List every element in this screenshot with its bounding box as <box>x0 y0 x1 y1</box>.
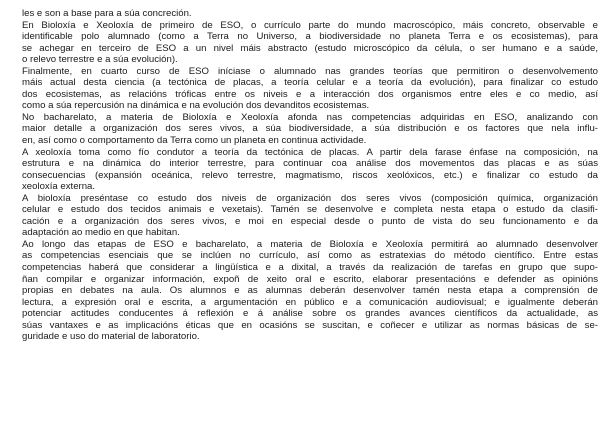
text-line: súas vantaxes e as implicacións éticas que en ocasións se suscitan, e coñecer e utilizar as normas básicas de se- <box>22 319 598 331</box>
text-line: maior detalle a organización dos seres vivos, a súa biodiversidade, a súa distribución e os factores que nela influ- <box>22 123 598 135</box>
text-line: propias en debates na aula. Os alumnos e as alumnas deberán desenvolver tamén nesta etapa a comprensión de <box>22 285 598 297</box>
text-line: A xeoloxía toma como fío condutor a teoría da tectónica de placas. A partir dela farase énfase na composición, na <box>22 146 598 158</box>
paragraph-eso-fourth <box>22 66 598 112</box>
text-line: lectura, a expresión oral e escrita, a argumentación en público e a comunicación audiovisual; e igualmente deberán <box>22 296 598 308</box>
text-line: máis actual desta ciencia (a tectónica de placas, a teoría celular e a teoría da evolución), para finalizar co estudo <box>22 77 598 89</box>
text-line: competencias haberá que considerar a lingüística e a dixital, a través da realización de tarefas en grupo que supo- <box>22 262 598 274</box>
text-line: cación e a organización dos seres vivos, e moi en especial desde o punto de vista do seu funcionamento e da <box>22 215 598 227</box>
text-line: celular e estudo dos tecidos animais e vexetais). Tamén se desenvolve e completa nesta etapa o estudo da clasifi- <box>22 204 598 216</box>
text-line: dos ecosistemas, as relacións tróficas entre os niveis e a interacción dos organismos entre eles e co medio, así <box>22 88 598 100</box>
paragraph-eso-first-third <box>22 20 598 66</box>
text-line: No bacharelato, a materia de Bioloxía e Xeoloxía afonda nas competencias adquiridas en ESO, analizando con <box>22 111 598 123</box>
paragraph-bacharelato <box>22 112 598 147</box>
text-line: as competencias esenciais que se inclúen no currículo, así como as estratexias do método científico. Entre estas <box>22 250 598 262</box>
text-line: consecuencias (expansión oceánica, relevo terrestre, magmatismo, riscos xeolóxicos, etc.) e finalizar co estudo da <box>22 169 598 181</box>
text-line: A bioloxía preséntase co estudo dos niveis de organización dos seres vivos (composición química, organización <box>22 192 598 204</box>
text-line: Ao longo das etapas de ESO e bacharelato, a materia de Bioloxía e Xeoloxía permitirá ao alumnado desenvolver <box>22 238 598 250</box>
text-line: ñan compilar e organizar información, expoñ de xeito oral e escrito, elaborar presentacións e defender as opinións <box>22 273 598 285</box>
paragraph-intro-tail <box>22 8 598 20</box>
paragraph-xeoloxia <box>22 147 598 193</box>
text-line: se achegar en terceiro de ESO a un nivel máis abstracto (estudo microscópico da célula, o ser humano e a saúde, <box>22 42 598 54</box>
paragraph-competencias <box>22 239 598 343</box>
text-line: identificable polo alumnado (como a Terra no Universo, a biodiversidade no planeta Terra e os ecosistemas), para <box>22 31 598 43</box>
text-line: como a súa repercusión na dinámica e na evolución dos devanditos ecosistemas. <box>22 100 370 112</box>
text-line: xeoloxía externa. <box>22 181 96 193</box>
text-line: adaptación ao medio en que habitan. <box>22 227 180 239</box>
text-line: potenciar actitudes conducentes á reflexión e á análise sobre os grandes avances científicos da actualidade, as <box>22 308 598 320</box>
paragraph-bioloxia <box>22 193 598 239</box>
text-line: en, así como o comportamento da Terra como un planeta en continua actividade. <box>22 135 367 147</box>
text-line: En Bioloxía e Xeoloxía de primeiro de ESO, o currículo parte do mundo macroscópico, máis concreto, observable e <box>22 19 598 31</box>
text-line: o relevo terrestre e a súa evolución). <box>22 54 178 66</box>
text-line: Finalmente, en cuarto curso de ESO iníciase o alumnado nas grandes teorías que permitiron o desenvolvemento <box>22 65 598 77</box>
document-page <box>22 8 598 343</box>
text-line: estrutura e na dinámica do interior terrestre, para continuar coa análise dos movementos das placas e as súas <box>22 158 598 170</box>
text-line: les e son a base para a súa concreción. <box>22 8 192 19</box>
text-line: guridade e uso do material de laboratorio. <box>22 331 200 343</box>
